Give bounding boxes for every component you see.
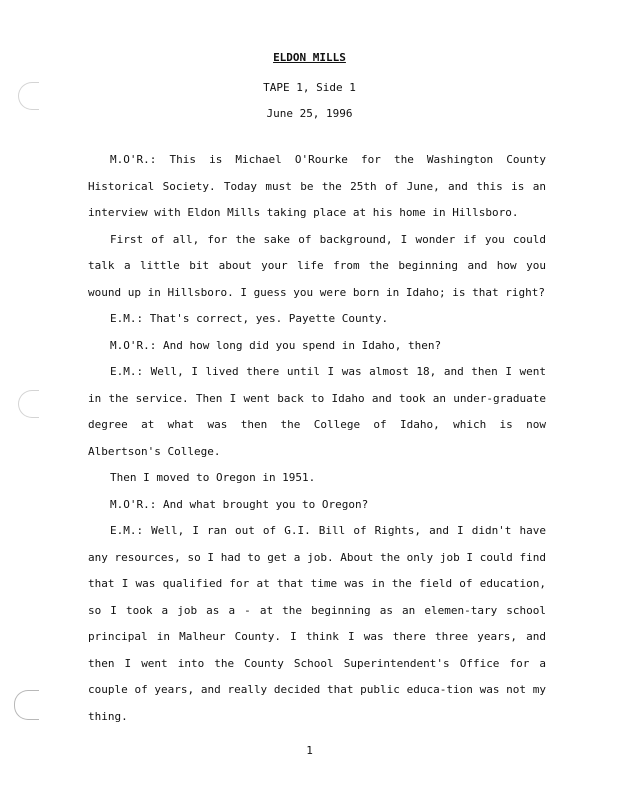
transcript-paragraph: M.O'R.: And how long did you spend in Idaho, then? <box>110 338 442 352</box>
punch-hole-mark <box>18 390 39 418</box>
punch-hole-mark <box>14 690 39 720</box>
interview-date: June 25, 1996 <box>266 107 353 120</box>
transcript-paragraph: M.O'R.: This is Michael O'Rourke for the Washington County Historical Society. Today must be the 25th of June, and this is an interview with Eldon Mills taking place at his home in Hillsboro. <box>88 153 546 219</box>
transcript-body <box>88 147 546 730</box>
transcript-paragraph: E.M.: Well, I ran out of G.I. Bill of Rights, and I didn't have any resources, so I had to get a job. About the only job I could find that I was qualified for at that time was in the field of education, so I took a job as a - at the beginning as an elemen-tary school principal in Malheur County. I think I was there three years, and then I went into the County School Superintendent's Office for a couple of years, and really decided that public educa-tion was not my thing. <box>88 524 546 723</box>
page-number: 1 <box>306 744 313 757</box>
transcript-paragraph: E.M.: Well, I lived there until I was almost 18, and then I went in the service. Then I went back to Idaho and took an under-graduate degree at what was then the College of Idaho, which is now Albertson's College. <box>88 365 546 458</box>
transcript-paragraph: E.M.: That's correct, yes. Payette County. <box>110 312 389 325</box>
transcript-paragraph: Then I moved to Oregon in 1951. <box>110 471 316 484</box>
transcript-paragraph: First of all, for the sake of background, I wonder if you could talk a little bit about your life from the beginning and how you wound up in Hillsboro. I guess you were born in Idaho; is that right? <box>88 232 546 299</box>
interviewee-name-heading: ELDON MILLS <box>273 51 346 64</box>
transcript-paragraph: M.O'R.: And what brought you to Oregon? <box>110 497 369 511</box>
tape-side-label: TAPE 1, Side 1 <box>263 81 356 94</box>
